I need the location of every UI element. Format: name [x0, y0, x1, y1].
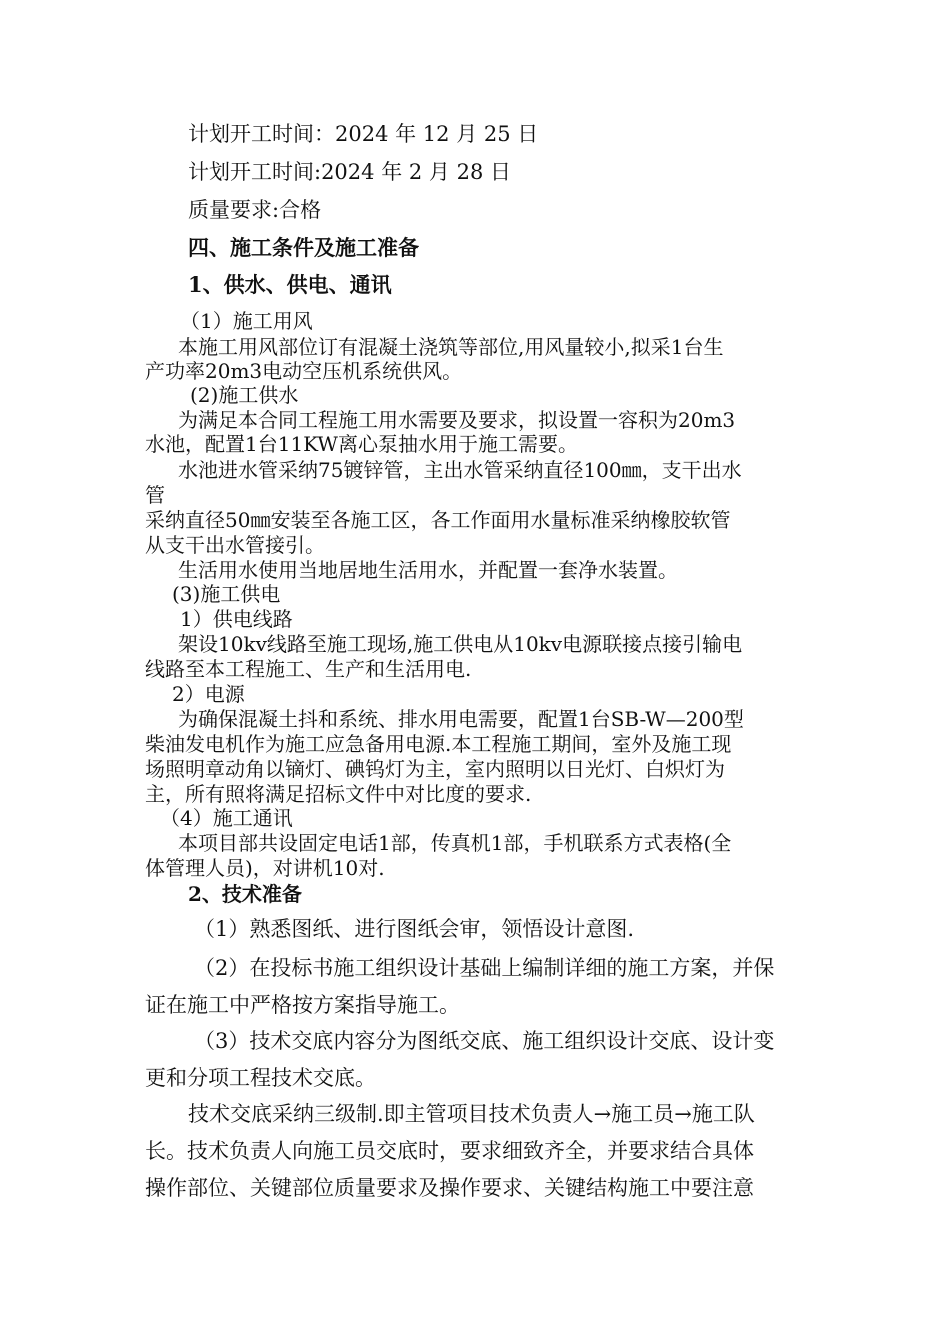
comm-heading: （4）施工通讯	[160, 806, 293, 830]
quality-requirement: 质量要求:合格	[188, 198, 322, 222]
paragraph-line: 采纳直径50㎜安装至各施工区，各工作面用水量标准采纳橡胶软管	[145, 508, 731, 532]
paragraph-line: 从支干出水管接引。	[145, 533, 325, 557]
paragraph-line: 操作部位、关键部位质量要求及操作要求、关键结构施工中要注意	[145, 1176, 754, 1200]
paragraph-line: 为满足本合同工程施工用水需要及要求，拟设置一容积为20m3	[178, 408, 736, 432]
subsection-heading: 1、供水、供电、通讯	[188, 272, 392, 297]
paragraph-line: （3）技术交底内容分为图纸交底、施工组织设计交底、设计变	[194, 1029, 775, 1053]
paragraph-line: 本施工用风部位订有混凝土浇筑等部位,用风量较小,拟采1台生	[178, 335, 724, 359]
paragraph-line: 水池，配置1台11KW离心泵抽水用于施工需要。	[145, 432, 578, 456]
paragraph-line: 主，所有照将满足招标文件中对比度的要求.	[145, 782, 532, 806]
paragraph-line: 架设10kv线路至施工现场,施工供电从10kv电源联接点接引输电	[178, 632, 743, 656]
paragraph-line: 为确保混凝土抖和系统、排水用电需要，配置1台SB-W—200型	[178, 707, 744, 731]
paragraph-line: 长。技术负责人向施工员交底时，要求细致齐全，并要求结合具体	[145, 1139, 754, 1163]
power-line-heading: 1）供电线路	[180, 607, 293, 631]
paragraph-line: 管	[145, 483, 165, 507]
paragraph-line: （2）在投标书施工组织设计基础上编制详细的施工方案，并保	[194, 956, 775, 980]
paragraph-line: （1）熟悉图纸、进行图纸会审，领悟设计意图.	[194, 917, 635, 941]
planned-end-time: 计划开工时间:2024 年 2 月 28 日	[188, 160, 511, 184]
wind-heading: （1）施工用风	[180, 309, 313, 333]
section-heading: 四、施工条件及施工准备	[188, 235, 419, 260]
paragraph-line: 证在施工中严格按方案指导施工。	[145, 993, 460, 1017]
paragraph-line: 本项目部共设固定电话1部，传真机1部，手机联系方式表格(全	[178, 831, 732, 855]
paragraph-line: 产功率20m3电动空压机系统供风。	[145, 359, 463, 383]
paragraph-line: 柴油发电机作为施工应急备用电源.本工程施工期间，室外及施工现	[145, 732, 732, 756]
paragraph-line: 生活用水使用当地居地生活用水，并配置一套净水装置。	[178, 558, 678, 582]
paragraph-line: 线路至本工程施工、生产和生活用电.	[145, 657, 472, 681]
power-source-heading: 2）电源	[172, 682, 245, 706]
tech-heading: 2、技术准备	[188, 882, 302, 906]
paragraph-line: 体管理人员)，对讲机10对.	[145, 856, 385, 880]
paragraph-line: 水池进水管采纳75镀锌管，主出水管采纳直径100㎜，支干出水	[178, 458, 742, 482]
water-heading: (2)施工供水	[190, 383, 299, 407]
planned-start-time: 计划开工时间：2024 年 12 月 25 日	[188, 122, 539, 146]
paragraph-line: 场照明章动角以镝灯、碘钨灯为主，室内照明以日光灯、白炽灯为	[145, 757, 725, 781]
paragraph-line: 更和分项工程技术交底。	[145, 1066, 376, 1090]
power-heading: (3)施工供电	[172, 582, 281, 606]
paragraph-line: 技术交底采纳三级制.即主管项目技术负责人→施工员→施工队	[188, 1102, 755, 1126]
